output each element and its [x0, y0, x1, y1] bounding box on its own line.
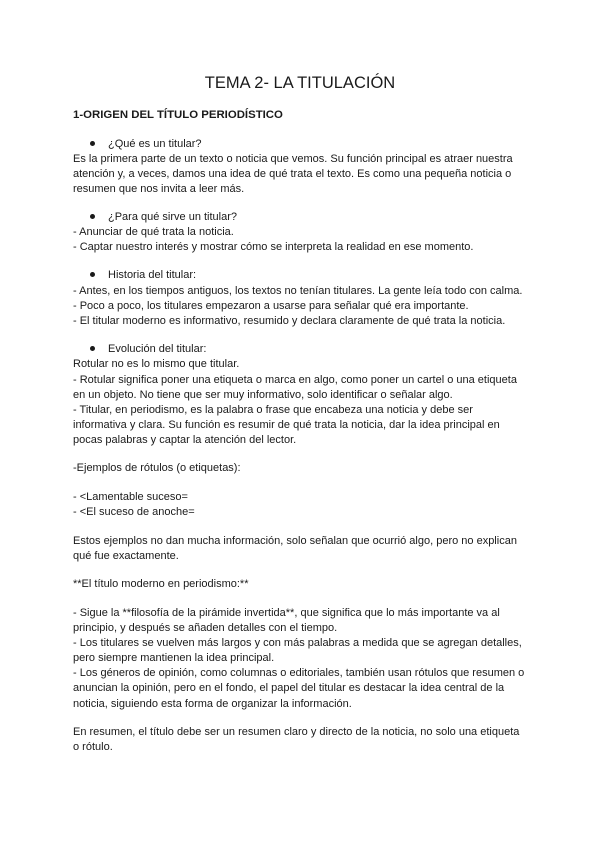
page-title: TEMA 2- LA TITULACIÓN — [204, 74, 396, 92]
text-line: - Titular, en periodismo, es la palabra o frase que encabeza una noticia y debe ser — [73, 404, 473, 416]
text-line: principio, y después se añaden detalles con el tiempo. — [73, 622, 338, 634]
text-line: - Antes, en los tiempos antiguos, los textos no tenían titulares. La gente leía todo con calma. — [73, 285, 523, 297]
bullet-icon — [90, 214, 95, 219]
text-line: - Anunciar de qué trata la noticia. — [73, 226, 234, 238]
bullet-headline-history: Historia del titular: — [90, 268, 196, 283]
bullet-headline-purpose: ¿Para qué sirve un titular? — [90, 210, 237, 225]
text-line: - Captar nuestro interés y mostrar cómo se interpreta la realidad en ese momento. — [73, 241, 474, 253]
text-line: resumen que nos invita a leer más. — [73, 183, 245, 195]
text-line: informativa y clara. Su función es resumir de qué trata la noticia, dar la idea principal en — [73, 419, 500, 431]
text-line: pero siempre mantienen la idea principal. — [73, 652, 275, 664]
examples-heading: -Ejemplos de rótulos (o etiquetas): — [73, 462, 241, 474]
text-line: Rotular no es lo mismo que titular. — [73, 358, 240, 370]
text-line: atención y, a veces, damos una idea de qué trata el texto. Es como una pequeña noticia o — [73, 168, 512, 180]
bullet-icon — [90, 141, 95, 146]
text-line: - El titular moderno es informativo, resumido y declara claramente de qué trata la noticia. — [73, 315, 506, 327]
summary-line: En resumen, el título debe ser un resumen claro y directo de la noticia, no solo una etiqueta — [73, 726, 520, 738]
text-line: pocas palabras y captar la atención del lector. — [73, 434, 297, 446]
text-line: en un objeto. No tiene que ser muy informativo, solo identificar o señalar algo. — [73, 389, 453, 401]
example-item: - <Lamentable suceso= — [73, 491, 188, 503]
text-line: - Los géneros de opinión, como columnas o editoriales, también usan rótulos que resumen o — [73, 667, 525, 679]
bullet-icon — [90, 272, 95, 277]
text-line: - Los titulares se vuelven más largos y con más palabras a medida que se agregan detalles, — [73, 637, 522, 649]
text-line: qué fue exactamente. — [73, 550, 179, 562]
text-line: noticia, siguiendo esta forma de organizar la información. — [73, 698, 352, 710]
text-line: Estos ejemplos no dan mucha información, solo señalan que ocurrió algo, pero no explican — [73, 535, 517, 547]
example-item: - <El suceso de anoche= — [73, 506, 195, 518]
text-line: - Sigue la **filosofía de la pirámide invertida**, que significa que lo más importante va al — [73, 607, 500, 619]
section-heading: 1-ORIGEN DEL TÍTULO PERIODÍSTICO — [73, 109, 283, 121]
modern-heading: **El título moderno en periodismo:** — [73, 578, 249, 590]
text-line: anuncian la opinión, pero en el fondo, el papel del titular es destacar la idea central de la — [73, 682, 505, 694]
text-line: - Poco a poco, los titulares empezaron a usarse para señalar qué era importante. — [73, 300, 469, 312]
bullet-icon — [90, 346, 95, 351]
bullet-headline-evolution: Evolución del titular: — [90, 342, 206, 357]
text-line: Es la primera parte de un texto o noticia que vemos. Su función principal es atraer nuestra — [73, 153, 513, 165]
summary-line: o rótulo. — [73, 741, 113, 753]
bullet-what-is-headline: ¿Qué es un titular? — [90, 137, 202, 152]
text-line: - Rotular significa poner una etiqueta o marca en algo, como poner un cartel o una etiqueta — [73, 374, 517, 386]
